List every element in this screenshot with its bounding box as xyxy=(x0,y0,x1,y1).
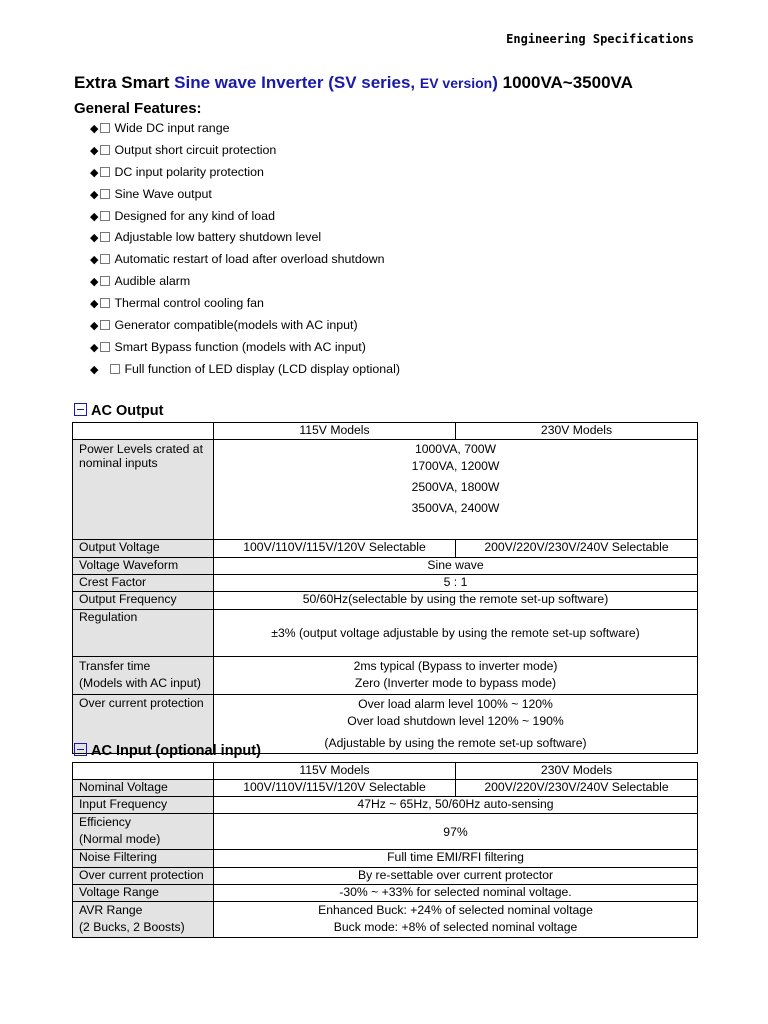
column-header-115v: 115V Models xyxy=(214,763,456,780)
feature-text: Sine Wave output xyxy=(114,186,212,201)
nominal-voltage-230: 200V/220V/230V/240V Selectable xyxy=(456,780,698,797)
checkbox-icon xyxy=(100,320,110,330)
ac-input-table xyxy=(72,762,698,938)
feature-text: Smart Bypass function (models with AC input) xyxy=(114,339,366,354)
row-label-voltage-range: Voltage Range xyxy=(73,885,214,902)
feature-text: DC input polarity protection xyxy=(114,164,264,179)
features-heading: General Features: xyxy=(74,100,202,117)
row-label-input-overcurrent: Over current protection xyxy=(73,868,214,885)
output-voltage-115: 100V/110V/115V/120V Selectable xyxy=(214,540,456,558)
table-cell xyxy=(73,763,214,780)
ac-output-heading-text: AC Output xyxy=(91,403,164,419)
feature-text: Audible alarm xyxy=(114,274,191,289)
voltage-range-value: -30% ~ +33% for selected nominal voltage. xyxy=(214,885,698,902)
transfer-label-line: Transfer time xyxy=(79,659,151,673)
checkbox-icon xyxy=(100,211,110,221)
row-label-output-frequency: Output Frequency xyxy=(73,592,214,610)
overcurrent-value: (Adjustable by using the remote set-up software) xyxy=(324,736,587,750)
avr-label-line: (2 Bucks, 2 Boosts) xyxy=(79,920,185,934)
title-series: Sine wave Inverter (SV series, xyxy=(174,73,420,92)
efficiency-label-line: Efficiency xyxy=(79,815,131,829)
table-row xyxy=(73,558,698,575)
feature-text: Wide DC input range xyxy=(114,121,230,135)
diamond-bullet-icon: ◆ xyxy=(90,123,99,135)
collapse-icon[interactable] xyxy=(74,403,87,416)
input-frequency-value: 47Hz ~ 65Hz, 50/60Hz auto-sensing xyxy=(214,797,698,814)
diamond-bullet-icon: ◆ xyxy=(90,341,99,354)
table-row xyxy=(73,780,698,797)
power-value: 1700VA, 1200W xyxy=(411,459,500,473)
checkbox-icon xyxy=(100,276,110,286)
diamond-bullet-icon: ◆ xyxy=(90,320,99,333)
feature-item xyxy=(90,249,400,271)
diamond-bullet-icon: ◆ xyxy=(90,298,99,311)
diamond-bullet-icon: ◆ xyxy=(90,276,99,289)
row-label-transfer xyxy=(73,657,214,695)
ac-output-table xyxy=(72,422,698,754)
feature-item xyxy=(90,359,400,381)
title-prefix: Extra Smart xyxy=(74,73,175,92)
checkbox-icon xyxy=(100,167,110,177)
checkbox-icon xyxy=(100,342,110,352)
diamond-bullet-icon: ◆ xyxy=(90,166,99,179)
checkbox-icon xyxy=(100,145,110,155)
diamond-bullet-icon: ◆ xyxy=(90,188,99,201)
diamond-bullet-icon: ◆ xyxy=(90,144,99,157)
overcurrent-value: Over load alarm level 100% ~ 120% xyxy=(358,697,553,711)
feature-item xyxy=(90,315,400,337)
row-label-crest: Crest Factor xyxy=(73,575,214,592)
row-label-regulation: Regulation xyxy=(73,610,214,657)
row-label-output-voltage: Output Voltage xyxy=(73,540,214,558)
table-row xyxy=(73,540,698,558)
avr-label-line: AVR Range xyxy=(79,903,143,917)
table-row xyxy=(73,763,698,780)
row-label-nominal-voltage: Nominal Voltage xyxy=(73,780,214,797)
table-row xyxy=(73,575,698,592)
table-row xyxy=(73,657,698,695)
regulation-value: ±3% (output voltage adjustable by using the remote set-up software) xyxy=(214,610,698,657)
avr-value: Enhanced Buck: +24% of selected nominal voltage xyxy=(318,903,593,917)
column-header-115v: 115V Models xyxy=(214,423,456,440)
row-label-avr xyxy=(73,902,214,938)
diamond-bullet-icon: ◆ xyxy=(90,210,99,223)
diamond-bullet-icon: ◆ xyxy=(90,254,99,267)
checkbox-icon xyxy=(100,298,110,308)
overcurrent-values xyxy=(214,695,698,754)
feature-text: Automatic restart of load after overload shutdown xyxy=(114,252,385,267)
feature-item xyxy=(90,184,400,206)
table-row xyxy=(73,440,698,540)
column-header-230v: 230V Models xyxy=(456,423,698,440)
diamond-bullet-icon: ◆ xyxy=(90,232,99,245)
checkbox-icon xyxy=(100,123,110,133)
transfer-values xyxy=(214,657,698,695)
features-list xyxy=(90,118,400,381)
feature-item xyxy=(90,118,400,140)
row-label-input-frequency: Input Frequency xyxy=(73,797,214,814)
feature-item xyxy=(90,293,400,315)
row-label-efficiency xyxy=(73,814,214,850)
power-value: 1000VA, 700W xyxy=(414,442,497,456)
feature-text: Adjustable low battery shutdown level xyxy=(114,230,322,245)
table-row xyxy=(73,610,698,657)
table-row xyxy=(73,868,698,885)
ac-input-heading-text: AC Input (optional input) xyxy=(91,743,261,759)
table-row xyxy=(73,814,698,850)
title-version: EV version xyxy=(419,75,493,91)
nominal-voltage-115: 100V/110V/115V/120V Selectable xyxy=(214,780,456,797)
feature-text: Output short circuit protection xyxy=(114,142,277,157)
avr-values xyxy=(214,902,698,938)
noise-value: Full time EMI/RFI filtering xyxy=(214,850,698,868)
diamond-bullet-icon: ◆ xyxy=(90,363,99,376)
document-title xyxy=(74,73,633,93)
row-label-noise: Noise Filtering xyxy=(73,850,214,868)
overcurrent-value: Over load shutdown level 120% ~ 190% xyxy=(347,714,564,728)
table-row xyxy=(73,902,698,938)
collapse-icon[interactable] xyxy=(74,743,87,756)
efficiency-label-line: (Normal mode) xyxy=(79,832,161,846)
feature-item xyxy=(90,206,400,228)
page-header: Engineering Specifications xyxy=(506,32,694,46)
output-voltage-230: 200V/220V/230V/240V Selectable xyxy=(456,540,698,558)
ac-input-heading xyxy=(74,743,261,759)
row-label-waveform: Voltage Waveform xyxy=(73,558,214,575)
feature-item xyxy=(90,337,400,359)
power-values xyxy=(214,440,698,540)
efficiency-value: 97% xyxy=(214,814,698,850)
feature-item xyxy=(90,271,400,293)
checkbox-icon xyxy=(100,232,110,242)
title-range: 1000VA~3500VA xyxy=(497,73,633,92)
waveform-value: Sine wave xyxy=(214,558,698,575)
output-frequency-value: 50/60Hz(selectable by using the remote set-up software) xyxy=(214,592,698,610)
avr-value: Buck mode: +8% of selected nominal voltage xyxy=(333,920,578,934)
row-label-power: Power Levels crated at nominal inputs xyxy=(73,440,214,540)
feature-text: Full function of LED display (LCD display optional) xyxy=(124,361,400,376)
feature-item xyxy=(90,140,400,162)
feature-text: Designed for any kind of load xyxy=(114,208,275,223)
power-value: 2500VA, 1800W xyxy=(411,480,500,494)
power-value: 3500VA, 2400W xyxy=(411,501,500,515)
transfer-label-line: (Models with AC input) xyxy=(79,676,201,690)
table-row xyxy=(73,592,698,610)
transfer-value: 2ms typical (Bypass to inverter mode) xyxy=(353,659,558,673)
feature-item xyxy=(90,162,400,184)
feature-item xyxy=(90,227,400,249)
checkbox-icon xyxy=(100,189,110,199)
row-label-overcurrent: Over current protection xyxy=(73,695,214,754)
feature-text: Thermal control cooling fan xyxy=(114,296,264,311)
ac-output-heading xyxy=(74,403,163,419)
table-row xyxy=(73,850,698,868)
table-cell xyxy=(73,423,214,440)
transfer-value: Zero (Inverter mode to bypass mode) xyxy=(354,676,557,690)
crest-value: 5 : 1 xyxy=(214,575,698,592)
table-row xyxy=(73,797,698,814)
column-header-230v: 230V Models xyxy=(456,763,698,780)
checkbox-icon xyxy=(110,364,120,374)
checkbox-icon xyxy=(100,254,110,264)
table-row xyxy=(73,423,698,440)
table-row xyxy=(73,885,698,902)
input-overcurrent-value: By re-settable over current protector xyxy=(214,868,698,885)
feature-text: Generator compatible(models with AC input) xyxy=(114,318,358,333)
title-paren: ) xyxy=(492,73,498,92)
